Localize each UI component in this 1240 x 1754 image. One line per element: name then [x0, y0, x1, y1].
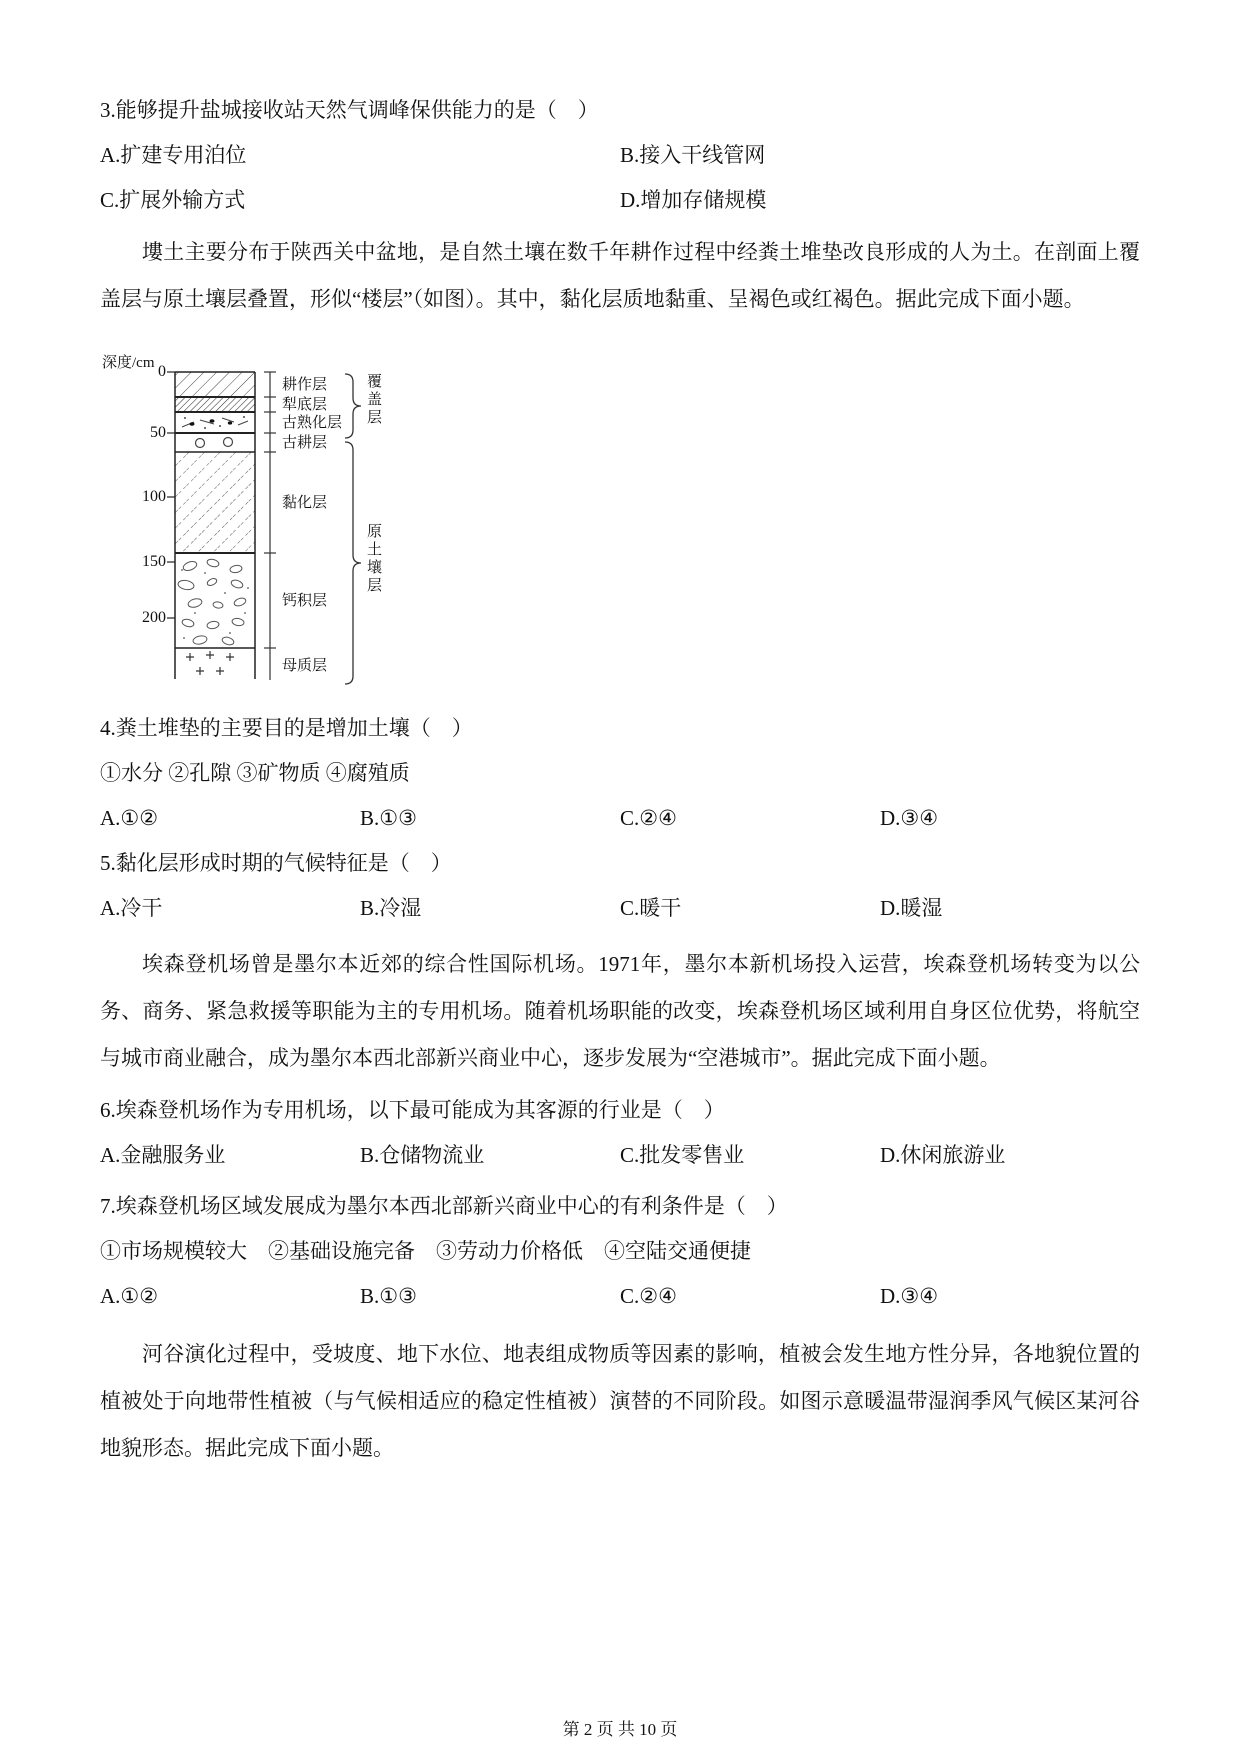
- question-4-option-b: B.①③: [360, 806, 417, 830]
- question-4-option-d: D.③④: [880, 806, 939, 830]
- figure-layer-cultivated: 耕作层: [282, 377, 328, 393]
- passage-lou-soil: 塿土主要分布于陕西关中盆地，是自然土壤在数千年耕作过程中经粪土堆垫改良形成的人为土。在剖面上覆盖层与原土壤层叠置，形似“楼层”（如图）。其中，黏化层质地黏重、呈褐色或红褐色。据此完成下面小题。: [100, 240, 1140, 311]
- figure-tick-0: 0: [158, 363, 166, 380]
- passage-essendon-airport: 埃森登机场曾是墨尔本近郊的综合性国际机场。1971年，墨尔本新机场投入运营，埃森登机场转变为以公务、商务、紧急救援等职能为主的专用机场。随着机场职能的改变，埃森登机场区域利用自身区位优势，将航空与城市商业融合，成为墨尔本西北部新兴商业中心，逐步发展为“空港城市”。据此完成下面小题。: [100, 952, 1140, 1070]
- figure-layer-calcic: 钙积层: [282, 593, 328, 609]
- figure-tick-100: 100: [142, 488, 166, 505]
- figure-depth-axis-label: 深度/cm: [102, 355, 155, 371]
- figure-layer-ancient-matured: 古熟化层: [282, 415, 343, 431]
- figure-layer-plow-pan: 犁底层: [282, 397, 328, 413]
- question-7-subitems: ①市场规模较大 ②基础设施完备 ③劳动力价格低 ④空陆交通便捷: [100, 1239, 751, 1263]
- passage-river-valley: 河谷演化过程中，受坡度、地下水位、地表组成物质等因素的影响，植被会发生地方性分异，各地貌位置的植被处于向地带性植被（与气候相适应的稳定性植被）演替的不同阶段。如图示意暖温带湿润季风气候区某河谷地貌形态。据此完成下面小题。: [100, 1342, 1140, 1460]
- question-5-stem: 5.黏化层形成时期的气候特征是（ ）: [100, 851, 452, 875]
- figure-group-original-soil: 原土壤层: [365, 523, 381, 595]
- question-7-stem: 7.埃森登机场区域发展成为墨尔本西北部新兴商业中心的有利条件是（ ）: [100, 1194, 788, 1218]
- question-4-subitems: ①水分 ②孔隙 ③矿物质 ④腐殖质: [100, 761, 410, 785]
- question-5-options: [100, 886, 1140, 931]
- question-4-option-c: C.②④: [620, 806, 677, 830]
- question-4-options: [100, 796, 1140, 841]
- figure-group-cover-layer: 覆盖层: [365, 373, 381, 427]
- question-6-option-d: D.休闲旅游业: [880, 1143, 1006, 1167]
- question-7-options: [100, 1274, 1140, 1319]
- question-6-option-a: A.金融服务业: [100, 1143, 226, 1167]
- question-6-stem: 6.埃森登机场作为专用机场，以下最可能成为其客源的行业是（ ）: [100, 1098, 725, 1122]
- figure-layer-clayization: 黏化层: [282, 495, 328, 511]
- question-3-option-b: B.接入干线管网: [620, 143, 766, 167]
- figure-tick-150: 150: [142, 553, 166, 570]
- question-7-option-b: B.①③: [360, 1284, 417, 1308]
- question-3-option-d: D.增加存储规模: [620, 188, 767, 212]
- question-3-option-a: A.扩建专用泊位: [100, 143, 247, 167]
- figure-tick-50: 50: [150, 424, 166, 441]
- soil-profile-figure: [100, 323, 440, 698]
- question-5-option-c: C.暖干: [620, 896, 682, 920]
- question-6-option-b: B.仓储物流业: [360, 1143, 485, 1167]
- question-3-stem: 3.能够提升盐城接收站天然气调峰保供能力的是（ ）: [100, 98, 599, 122]
- page-footer: 第 2 页 共 10 页: [562, 1720, 678, 1739]
- question-5-option-d: D.暖湿: [880, 896, 943, 920]
- question-6-options: [100, 1133, 1140, 1178]
- question-5-option-b: B.冷湿: [360, 896, 422, 920]
- question-4-option-a: A.①②: [100, 806, 159, 830]
- question-3-option-c: C.扩展外输方式: [100, 188, 246, 212]
- question-6-option-c: C.批发零售业: [620, 1143, 745, 1167]
- figure-layer-parent-material: 母质层: [282, 658, 328, 674]
- question-7-option-a: A.①②: [100, 1284, 159, 1308]
- question-7-option-c: C.②④: [620, 1284, 677, 1308]
- question-5-option-a: A.冷干: [100, 896, 163, 920]
- figure-tick-200: 200: [142, 609, 166, 626]
- question-4-stem: 4.粪土堆垫的主要目的是增加土壤（ ）: [100, 716, 473, 740]
- figure-layer-ancient-tilled: 古耕层: [282, 435, 328, 451]
- question-7-option-d: D.③④: [880, 1284, 939, 1308]
- question-3-options: [100, 133, 1140, 223]
